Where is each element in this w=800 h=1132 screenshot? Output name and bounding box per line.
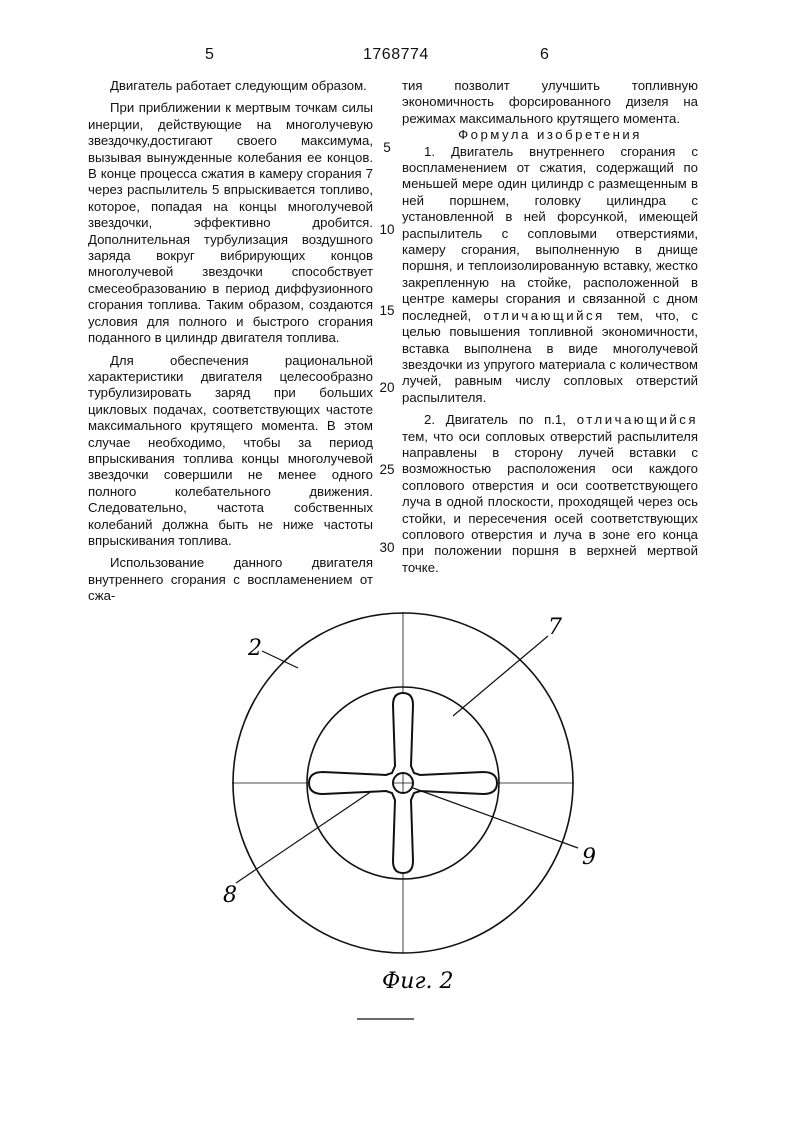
claim-2-start: 2. Двигатель по п.1, [424, 412, 566, 428]
claim-2-end: тем, что оси сопловых отверстий распылителя направлены в сторону лучей вставки с возможностью расположения оси каждого соплового отверстия и оси соответствующего луча в одной плоскости, проходящей через ось стойки, и пересечения осей соответствующих соплового отверстия и луча в зоне его конца при положении поршня в верхней мертвой точке. [402, 428, 698, 575]
label-8: 8 [223, 883, 237, 908]
figure-caption: Фиг. 2 [382, 969, 454, 994]
leader-line-9 [413, 788, 578, 848]
line-number-10: 10 [379, 222, 395, 237]
leader-line-7 [453, 636, 548, 716]
claim-1-end: тем, что, с целью повышения топливной экономичности, вставка выполнена в виде многолучевой звездочки из упругого материала с количеством лучей, равным числу сопловых отверстий распылителя. [402, 307, 698, 405]
claim-1-start: 1. Двигатель внутреннего сгорания с воспламенением от сжатия, содержащий по меньшей мере один цилиндр с размещенным в ней поршнем, головку цилиндра с установленной в ней форсункой, имеющей распылитель с сопловыми отверстиями, камеру сгорания, выполненную в днище поршня, и теплоизолированную вставку, жестко закрепленную на стойке, расположенной в центре камеры сгорания и связанной с дном последней, [402, 143, 698, 323]
page-number-left: 5 [205, 46, 215, 63]
label-7: 7 [548, 615, 562, 640]
leader-line-8 [236, 791, 372, 883]
line-number-25: 25 [379, 462, 395, 477]
patent-number: 1768774 [363, 46, 429, 63]
label-2: 2 [248, 636, 262, 661]
right-paragraph-1: тия позволит улучшить топливную экономичность форсированного дизеля на режимах максимального крутящего момента. [402, 78, 698, 126]
claim-2-distinguish: отличающийся [576, 412, 698, 428]
left-paragraph-2: При приближении к мертвым точкам силы инерции, действующие на многолучевую звездочку,достигают своего максимума, вызывая вынужденные колебания ее концов. В конце процесса сжатия в камеру сгорания 7 через распылитель 5 впрыскивается топливо, которое, попадая на концы многолучевой звездочки, эффективно дробится. Дополнительная турбулизация воздушного заряда вокруг вибрирующих концов многолучевой звездочки способствует смесеобразованию в период диффузионного сгорания топлива. Таким образом, создаются условия для полного и быстрого сгорания поданного в цилиндр двигателя топлива. [88, 100, 373, 346]
claim-1-distinguish: отличающийся [483, 307, 605, 323]
formula-heading: Формула изобретения [458, 127, 642, 143]
left-paragraph-3: Для обеспечения рациональной характеристики двигателя целесообразно турбулизировать заряд при больших цикловых подачах, соответствующих частоте максимального крутящего момента. В этом случае необходимо, чтобы за период впрыскивания топлива концы многолучевой звездочки совершили не менее одного полного колебательного движения. Следовательно, частота собственных колебаний должна быть не ниже частоты впрыскивания топлива. [88, 352, 373, 548]
line-number-15: 15 [379, 303, 395, 318]
left-paragraph-4: Использование данного двигателя внутреннего сгорания с воспламенением от сжа- [88, 555, 373, 604]
line-number-5: 5 [383, 140, 391, 155]
line-number-30: 30 [379, 540, 395, 555]
page-number-right: 6 [540, 46, 550, 63]
left-paragraph-1: Двигатель работает следующим образом. [110, 78, 367, 93]
label-9: 9 [582, 845, 596, 870]
line-number-20: 20 [379, 380, 395, 395]
